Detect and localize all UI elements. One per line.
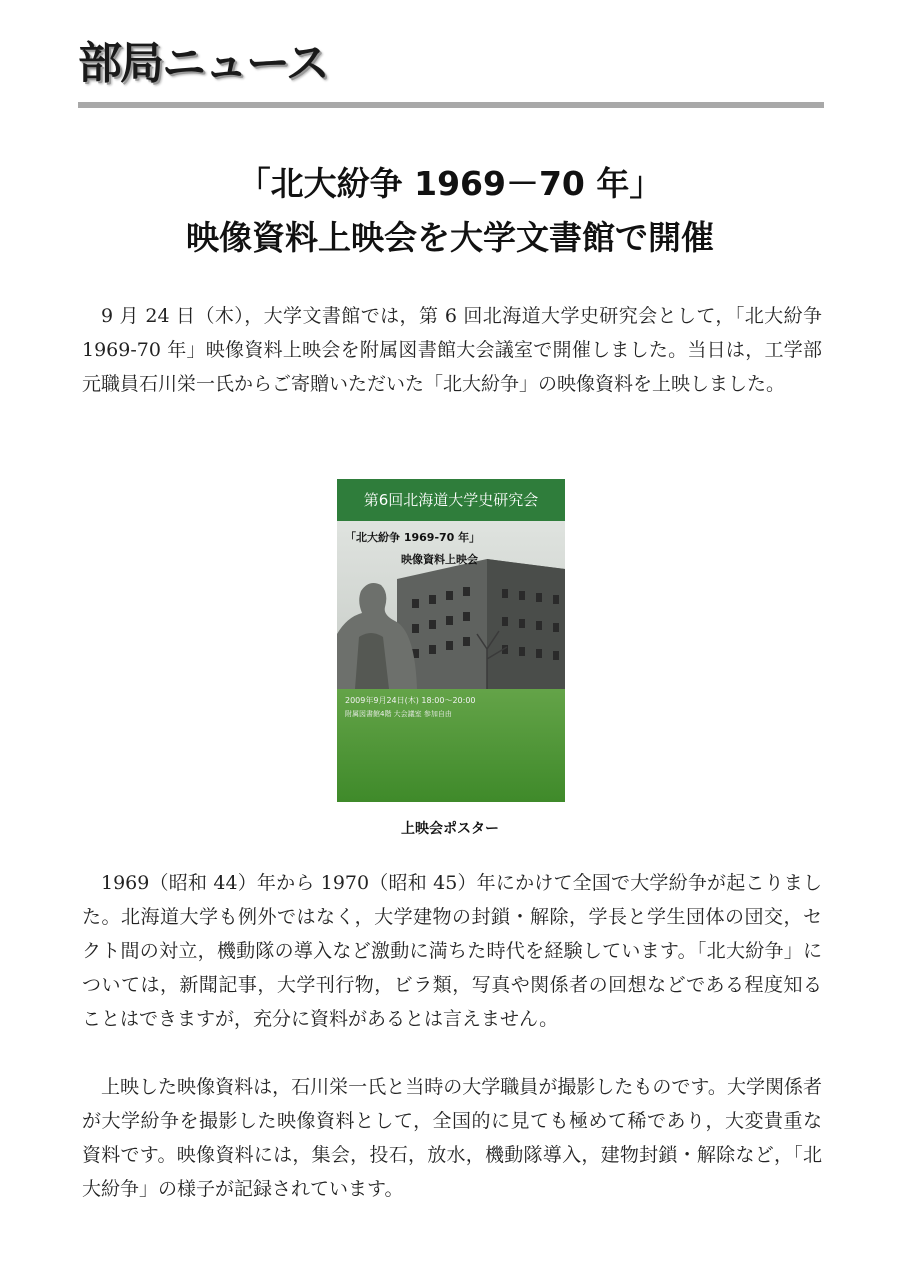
headline-line-2: 映像資料上映会を大学文書館で開催 xyxy=(186,218,714,257)
paragraph-background: 1969（昭和 44）年から 1970（昭和 45）年にかけて全国で大学紛争が起こりました。北海道大学も例外ではなく，大学建物の封鎖・解除，学長と学生団体の団交，セクト間の対立，機動隊の導入など激動に満ちた時代を経験しています。「北大紛争」については，新聞記事，大学刊行物，ビラ類，写真や関係者の回想などである程度知ることはできますが，充分に資料があるとは言えません。 xyxy=(82,872,822,1030)
section-title: 部局ニュース xyxy=(78,38,328,89)
poster-title-line-2: 映像資料上映会 xyxy=(401,553,478,566)
header-rule xyxy=(78,102,824,108)
poster-venue: 附属図書館4階 大会議室 参加自由 xyxy=(345,710,452,718)
headline-line-1: 「北大紛争 1969－70 年」 xyxy=(237,164,663,203)
paragraph-intro: 9 月 24 日（木），大学文書館では，第 6 回北海道大学史研究会として，「北大紛争 1969-70 年」映像資料上映会を附属図書館大会議室で開催しました。当日は，工学部元職員石川栄一氏からご寄贈いただいた「北大紛争」の映像資料を上映しました。 xyxy=(82,305,822,395)
event-poster xyxy=(337,479,565,802)
poster-date: 2009年9月24日(木) 18:00〜20:00 xyxy=(345,696,476,705)
paragraph-footage: 上映した映像資料は，石川栄一氏と当時の大学職員が撮影したものです。大学関係者が大学紛争を撮影した映像資料として，全国的に見ても極めて稀であり，大変貴重な資料です。映像資料には，集会，投石，放水，機動隊導入，建物封鎖・解除など，「北大紛争」の様子が記録されています。 xyxy=(82,1076,822,1200)
poster-caption: 上映会ポスター xyxy=(401,821,499,837)
page-header xyxy=(78,34,824,94)
poster-title-line-1: 「北大紛争 1969-70 年」 xyxy=(345,531,481,544)
poster-heading: 第6回北海道大学史研究会 xyxy=(363,491,539,509)
